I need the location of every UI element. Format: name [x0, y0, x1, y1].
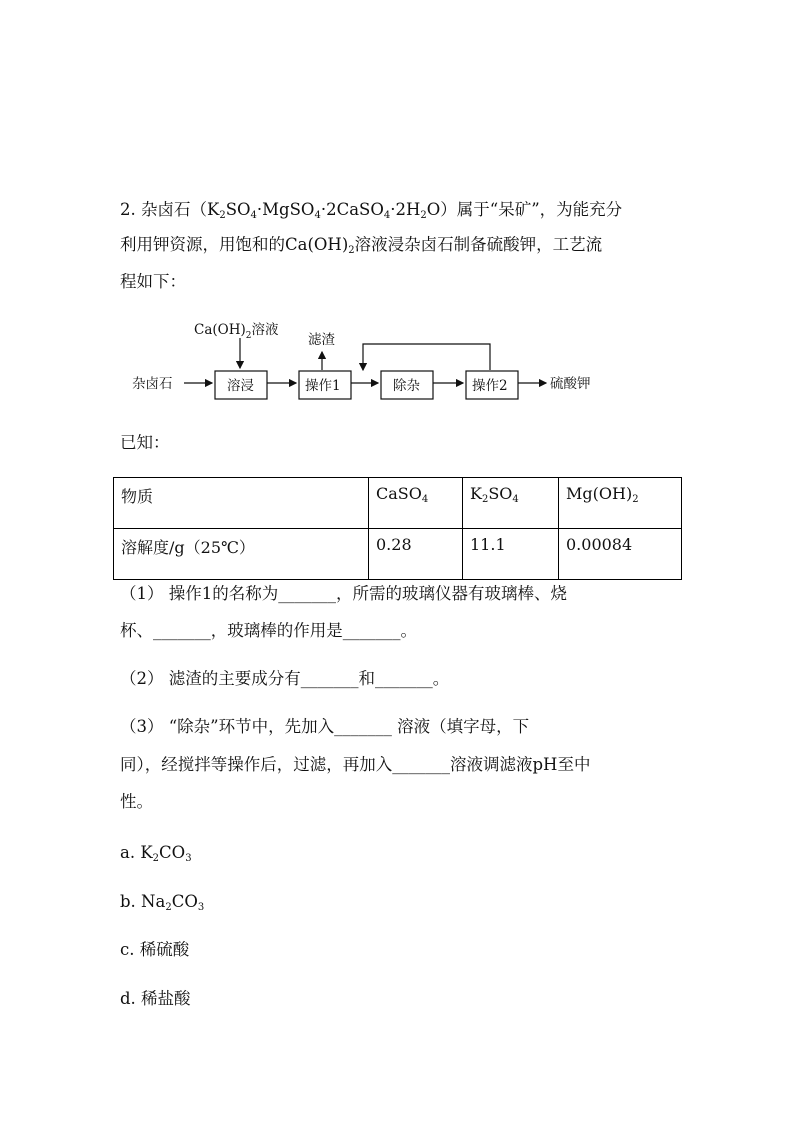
- table-header-row: [114, 478, 682, 529]
- solubility-table: [113, 477, 682, 580]
- table-cell: 溶解度/g（25℃）: [114, 529, 369, 580]
- table-row: [114, 529, 682, 580]
- step-impurity-removal-label: 除杂: [393, 378, 420, 394]
- table-cell: 0.00084: [559, 529, 682, 580]
- step-operation1-label: 操作1: [305, 378, 341, 394]
- option-d: d. 稀盐酸: [120, 989, 191, 1008]
- subquestion-3-line-3: 性。: [120, 792, 153, 811]
- input-label: 杂卤石: [132, 376, 173, 392]
- option-b: b. $Na_2CO_3$: [120, 892, 205, 913]
- residue-label: 滤渣: [308, 332, 335, 348]
- step-leaching-label: 溶浸: [227, 378, 254, 394]
- question-line-2: 利用钾资源，用饱和的$Ca(OH)_2$溶液浸杂卤石制备硫酸钾，工艺流: [120, 235, 603, 256]
- table-cell: CaSO$_4$: [369, 478, 463, 529]
- subquestion-1-line-2: 杯、_______，玻璃棒的作用是_______。: [120, 621, 417, 640]
- table-cell: $K_2SO_4$: [463, 478, 559, 529]
- step-operation2-label: 操作2: [472, 378, 508, 394]
- subquestion-1-line-1: （1） 操作1的名称为_______，所需的玻璃仪器有玻璃棒、烧: [120, 584, 567, 603]
- known-label: 已知：: [120, 433, 170, 452]
- table-cell: 11.1: [463, 529, 559, 580]
- question-line-3: 程如下：: [120, 272, 186, 291]
- option-c: c. 稀硫酸: [120, 940, 190, 959]
- subquestion-3-line-2: 同），经搅拌等操作后，过滤，再加入_______溶液调滤液pH至中: [120, 755, 591, 774]
- table-cell: 物质: [114, 478, 369, 529]
- question-line-1: 2. 杂卤石$(K_2SO_4\cdot MgSO_4\cdot 2CaSO_4\cdot 2H_2O)$属于“呆矿”，为能充分: [120, 200, 623, 221]
- subquestion-2: （2） 滤渣的主要成分有_______和_______。: [120, 669, 450, 688]
- output-label: 硫酸钾: [550, 376, 591, 392]
- table-cell: 0.28: [369, 529, 463, 580]
- reagent-label: $Ca(OH)_2$溶液: [194, 322, 279, 341]
- option-a: a. $K_2CO_3$: [120, 843, 192, 864]
- subquestion-3-line-1: （3） “除杂”环节中，先加入_______ 溶液（填字母，下: [120, 717, 530, 736]
- process-flowchart: [128, 318, 608, 408]
- table-cell: $Mg(OH)_2$: [559, 478, 682, 529]
